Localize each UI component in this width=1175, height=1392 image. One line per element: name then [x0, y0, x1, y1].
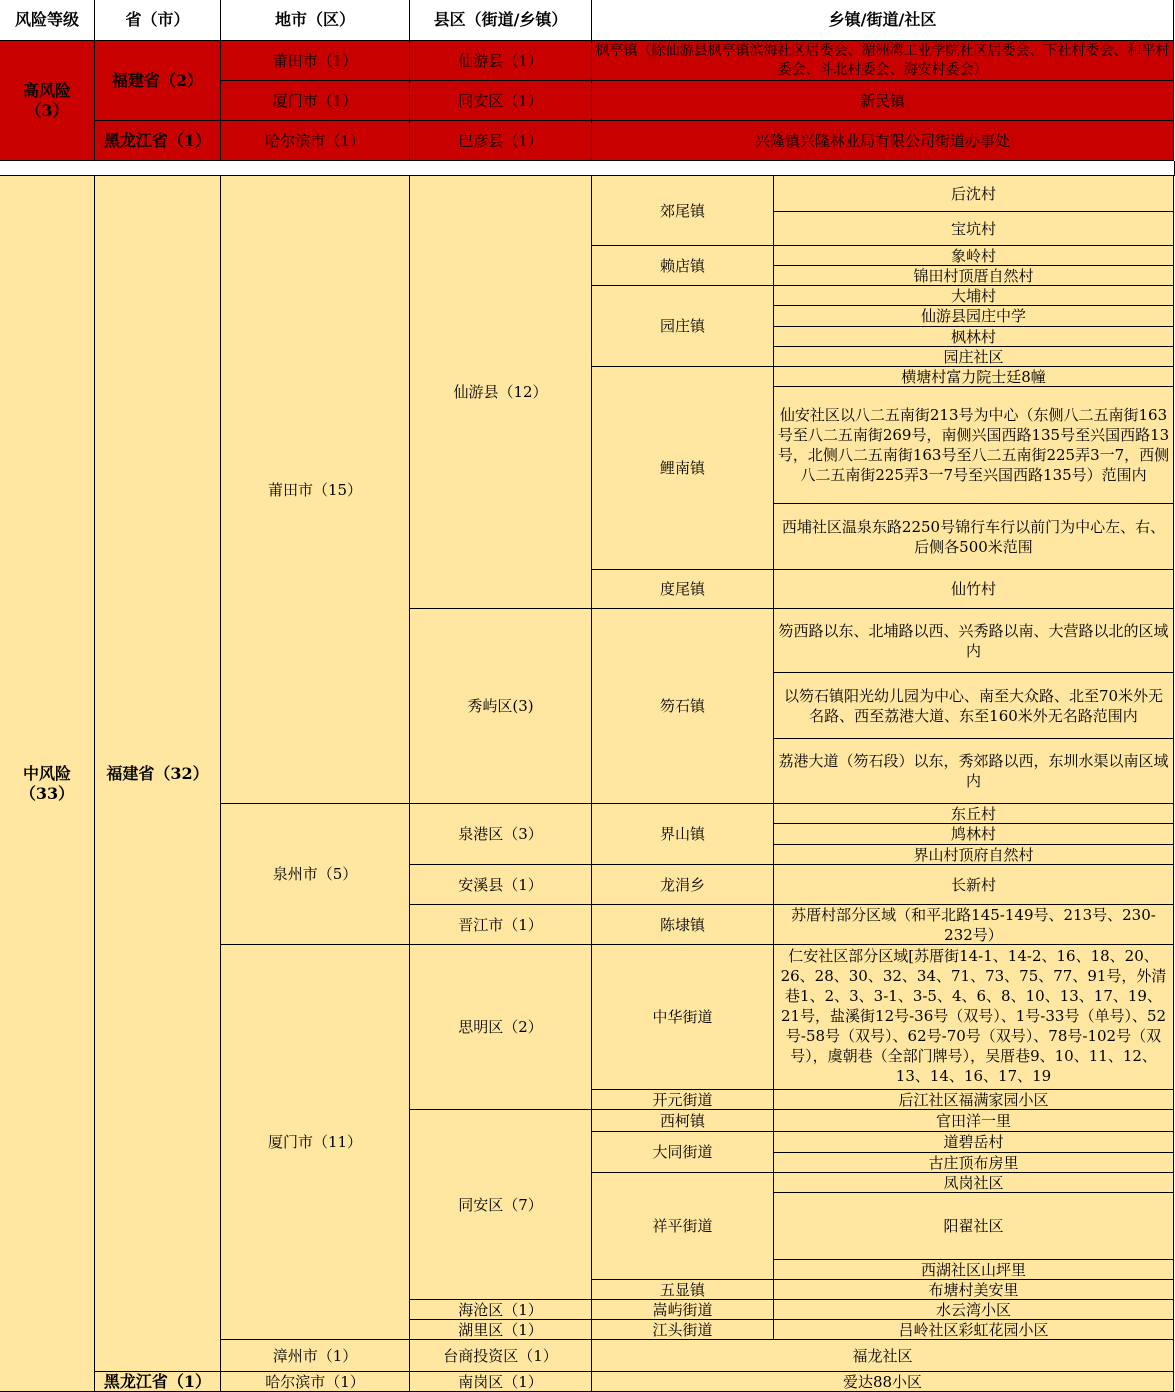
medium-area-guzhuang: 古庄顶布房里: [774, 1153, 1174, 1173]
high-prov-heilongjiang: 黑龙江省（1）: [95, 121, 221, 161]
high-county-tongan: 同安区（1）: [410, 81, 592, 121]
medium-county-siming: 思明区（2）: [410, 945, 592, 1110]
medium-town-jieshan: 界山镇: [592, 804, 774, 865]
medium-area-sucuo: 苏厝村部分区域（和平北路145-149号、213号、230-232号）: [774, 905, 1174, 945]
medium-area-baokeng: 宝坑村: [774, 212, 1174, 246]
medium-county-tongan: 同安区（7）: [410, 1110, 592, 1300]
medium-area-jiulin: 鸠林村: [774, 824, 1174, 845]
medium-town-xike: 西柯镇: [592, 1110, 774, 1132]
medium-town-chendai: 陈埭镇: [592, 905, 774, 945]
medium-town-jiaowei: 郊尾镇: [592, 176, 774, 246]
medium-county-huli: 湖里区（1）: [410, 1320, 592, 1340]
medium-area-houjiang: 后江社区福满家园小区: [774, 1090, 1174, 1110]
medium-town-laidian: 赖店镇: [592, 246, 774, 286]
medium-area-hushi-2: 以笏石镇阳光幼儿园为中心、南至大众路、北至70米外无名路、西至荔港大道、东至160米外无名路范围内: [774, 673, 1174, 739]
medium-area-fenggang: 凤岗社区: [774, 1173, 1174, 1193]
separator-row: [0, 161, 1175, 176]
medium-area-changxin: 长新村: [774, 865, 1174, 905]
medium-area-yuanzhuang-community: 园庄社区: [774, 347, 1174, 367]
medium-town-linan: 鲤南镇: [592, 367, 774, 570]
header-risk-level: 风险等级: [0, 0, 95, 41]
medium-town-jiangtou: 江头街道: [592, 1320, 774, 1340]
medium-town-yuanzhuang: 园庄镇: [592, 286, 774, 367]
medium-city-quanzhou: 泉州市（5）: [221, 804, 410, 945]
high-county-xianyou: 仙游县（1）: [410, 41, 592, 81]
medium-area-xiangling: 象岭村: [774, 246, 1174, 266]
medium-town-zhonghua: 中华街道: [592, 945, 774, 1090]
medium-area-lvling: 吕岭社区彩虹花园小区: [774, 1320, 1174, 1340]
medium-area-xianzhu: 仙竹村: [774, 570, 1174, 609]
medium-area-fulong: 福龙社区: [592, 1340, 1174, 1372]
medium-area-xianan: 仙安社区以八二五南街213号为中心（东侧八二五南街163号至八二五南街269号，南侧兴国西路135号至兴国西路13号，北侧八二五南街163号至八二五南街225弄3一7，西侧八二五南街225弄3一7号至兴国西路135号）范围内: [774, 387, 1174, 504]
medium-county-nangang: 南岗区（1）: [410, 1372, 592, 1392]
high-city-putian: 莆田市（1）: [221, 41, 410, 81]
medium-town-kaiyuan: 开元街道: [592, 1090, 774, 1110]
medium-area-yuanzhuang-school: 仙游县园庄中学: [774, 306, 1174, 327]
medium-town-datong: 大同街道: [592, 1132, 774, 1173]
medium-area-guantian: 官田洋一里: [774, 1110, 1174, 1132]
high-city-harbin: 哈尔滨市（1）: [221, 121, 410, 161]
medium-city-putian: 莆田市（15）: [221, 176, 410, 804]
medium-area-hushi-3: 荔港大道（笏石段）以东，秀郊路以西，东圳水渠以南区域内: [774, 739, 1174, 804]
medium-county-jinjiang: 晋江市（1）: [410, 905, 592, 945]
medium-area-hushi-1: 笏西路以东、北埔路以西、兴秀路以南、大营路以北的区域内: [774, 609, 1174, 673]
medium-area-aida: 爱达88小区: [592, 1372, 1174, 1392]
medium-area-renan: 仁安社区部分区域[苏厝街14-1、14-2、16、18、20、26、28、30、32、34、71、73、75、77、91号，外清巷1、2、3、3-1、3-5、4、6、8、10、13、17、19、21号，盐溪街12号-36号（双号）、1号-33号（单号）、52号-58号（双号）、62号-70号（双号）、78号-102号（双号），虞朝巷（全部门牌号），吴厝巷9、10、11、12、13、14、16、17、19: [774, 945, 1174, 1090]
high-area-xinglong: 兴隆镇兴隆林业局有限公司街道办事处: [592, 121, 1174, 161]
medium-area-xihu: 西湖社区山坪里: [774, 1260, 1174, 1280]
medium-county-xianyou: 仙游县（12）: [410, 176, 592, 609]
high-area-fengting: 枫亭镇（除仙游县枫亭镇滨海社区居委会、湄洲湾工业学院社区居委会、下社村委会、和平村委会、斗北村委会、海安村委会）: [592, 41, 1174, 81]
medium-town-songyu: 嵩屿街道: [592, 1300, 774, 1320]
medium-town-xiangping: 祥平街道: [592, 1173, 774, 1280]
medium-county-anxi: 安溪县（1）: [410, 865, 592, 905]
medium-area-dapu: 大埔村: [774, 286, 1174, 306]
medium-county-xiuyu: 秀屿区(3): [410, 609, 592, 804]
medium-city-zhangzhou: 漳州市（1）: [221, 1340, 410, 1372]
high-county-bayan: 巴彦县（1）: [410, 121, 592, 161]
medium-area-butang: 布塘村美安里: [774, 1280, 1174, 1300]
header-county: 县区（街道/乡镇）: [410, 0, 592, 41]
medium-county-quangang: 泉港区（3）: [410, 804, 592, 865]
medium-area-daobi: 道碧岳村: [774, 1132, 1174, 1153]
medium-town-hushi: 笏石镇: [592, 609, 774, 804]
medium-town-wuxian: 五显镇: [592, 1280, 774, 1300]
high-area-xinmin: 新民镇: [592, 81, 1174, 121]
medium-area-jieshan-village: 界山村顶府自然村: [774, 845, 1174, 865]
medium-prov-fujian: 福建省（32）: [95, 176, 221, 1372]
medium-city-harbin: 哈尔滨市（1）: [221, 1372, 410, 1392]
medium-area-xipu: 西埔社区温泉东路2250号锦行车行以前门为中心左、右、后侧各500米范围: [774, 504, 1174, 570]
header-province: 省（市）: [95, 0, 221, 41]
medium-risk-level: 中风险 （33）: [0, 176, 95, 1392]
medium-area-yangzhai: 阳翟社区: [774, 1193, 1174, 1260]
medium-area-jintian: 锦田村顶厝自然村: [774, 266, 1174, 286]
medium-area-dongqiu: 东丘村: [774, 804, 1174, 824]
header-city: 地市（区）: [221, 0, 410, 41]
header-town: 乡镇/街道/社区: [592, 0, 1174, 41]
medium-town-duwei: 度尾镇: [592, 570, 774, 609]
medium-area-houyuan: 后沈村: [774, 176, 1174, 212]
medium-area-shuiyun: 水云湾小区: [774, 1300, 1174, 1320]
medium-county-haicang: 海沧区（1）: [410, 1300, 592, 1320]
medium-prov-heilongjiang: 黑龙江省（1）: [95, 1372, 221, 1392]
high-city-xiamen: 厦门市（1）: [221, 81, 410, 121]
medium-county-taishang: 台商投资区（1）: [410, 1340, 592, 1372]
medium-area-fenglin: 枫林村: [774, 327, 1174, 347]
medium-city-xiamen: 厦门市（11）: [221, 945, 410, 1340]
high-prov-fujian: 福建省（2）: [95, 41, 221, 121]
medium-area-hengtang: 横塘村富力院士廷8幢: [774, 367, 1174, 387]
high-risk-level: 高风险 （3）: [0, 41, 95, 161]
medium-town-longjuan: 龙涓乡: [592, 865, 774, 905]
